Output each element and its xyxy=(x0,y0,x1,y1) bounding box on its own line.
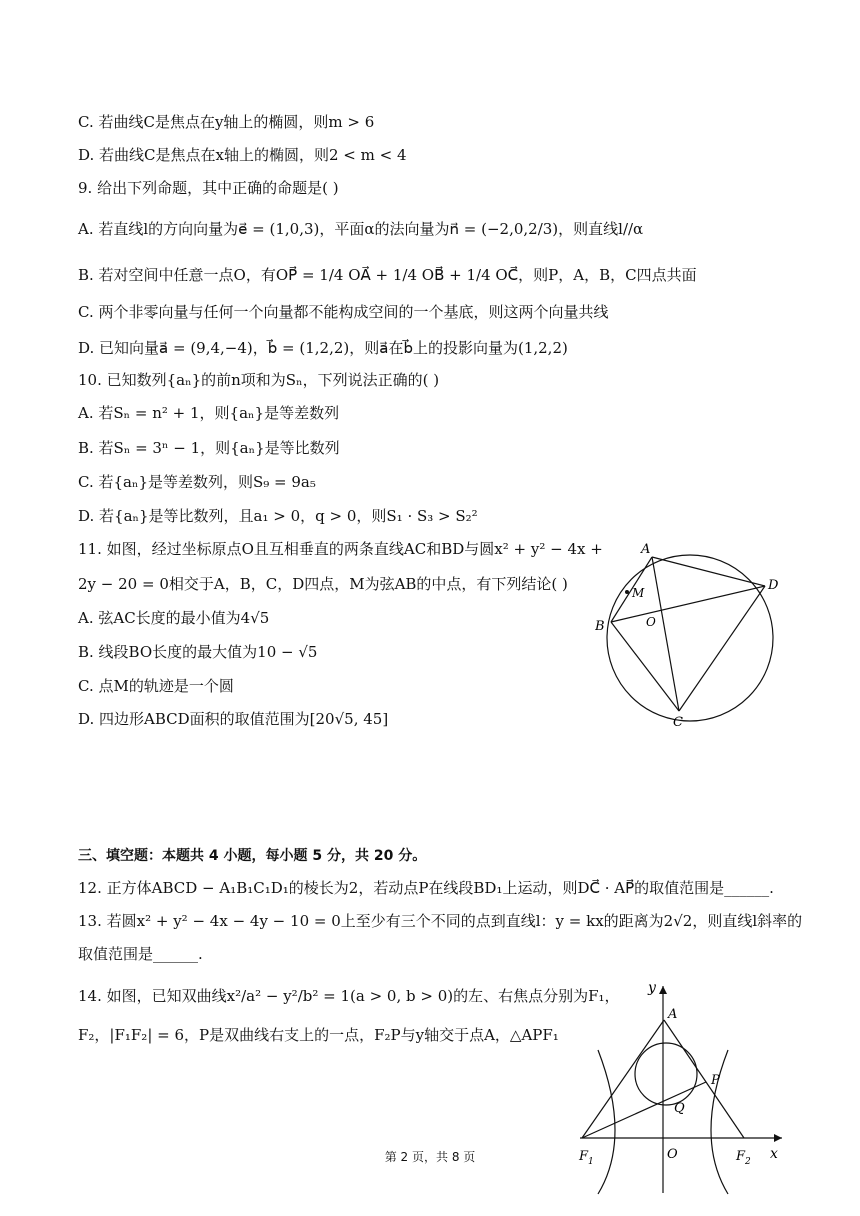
q8-option-c: C. 若曲线C是焦点在y轴上的椭圆，则m > 6 xyxy=(78,113,375,131)
q9-option-b: B. 若对空间中任意一点O，有OP⃗ = 1/4 OA⃗ + 1/4 OB⃗ + 1/4 OC⃗，则P，A，B，C四点共面 xyxy=(78,266,697,284)
fig2-label-p: P xyxy=(711,1073,720,1088)
q11-stem-line2: 2y − 20 = 0相交于A，B，C，D四点，M为弦AB的中点，有下列结论( ) xyxy=(78,575,568,593)
fig2-label-f1: $F_1$ xyxy=(579,1149,594,1167)
q11-option-b: B. 线段BO长度的最大值为10 − √5 xyxy=(78,643,318,661)
q11-option-d: D. 四边形ABCD面积的取值范围为[20√5, 45] xyxy=(78,710,389,728)
q13-stem-line1: 13. 若圆x² + y² − 4x − 4y − 10 = 0上至少有三个不同的点到直线l：y = kx的距离为2√2，则直线l斜率的 xyxy=(78,912,803,930)
q11-option-a: A. 弦AC长度的最小值为4√5 xyxy=(78,609,270,627)
q11-option-c: C. 点M的轨迹是一个圆 xyxy=(78,677,234,695)
fig2-label-a: A xyxy=(668,1007,678,1022)
circle-quadrilateral-figure xyxy=(595,540,795,740)
section-heading: 三、填空题：本题共 4 小题，每小题 5 分，共 20 分。 xyxy=(78,848,427,864)
page-footer: 第 2 页，共 8 页 xyxy=(384,1150,476,1164)
fig2-label-y: y xyxy=(648,980,656,996)
fig2-label-q: Q xyxy=(674,1101,685,1116)
q10-option-d: D. 若{aₙ}是等比数列，且a₁ > 0，q > 0，则S₁ · S₃ > S₂² xyxy=(78,507,478,525)
fig2-label-x: x xyxy=(770,1146,778,1162)
fig1-label-c: C xyxy=(673,715,683,730)
fig1-label-o: O xyxy=(646,615,656,629)
q9-option-c: C. 两个非零向量与任何一个向量都不能构成空间的一个基底，则这两个向量共线 xyxy=(78,303,609,321)
q10-option-b: B. 若Sₙ = 3ⁿ − 1，则{aₙ}是等比数列 xyxy=(78,439,340,457)
q9-option-a: A. 若直线l的方向向量为e⃗ = (1,0,3)，平面α的法向量为n⃗ = (−2,0,2/3)，则直线l//α xyxy=(78,220,644,238)
q10-option-c: C. 若{aₙ}是等差数列，则S₉ = 9a₅ xyxy=(78,473,316,491)
q13-stem-line2: 取值范围是______. xyxy=(78,945,203,963)
fig2-label-f2: $F_2$ xyxy=(736,1149,751,1167)
hyperbola-figure xyxy=(560,978,790,1198)
fig1-label-m: M xyxy=(632,586,645,600)
fig1-label-b: B xyxy=(595,619,605,634)
fig1-label-a: A xyxy=(641,542,651,557)
fig2-label-o: O xyxy=(667,1147,678,1162)
fig1-label-d: D xyxy=(768,578,779,593)
q12-stem: 12. 正方体ABCD − A₁B₁C₁D₁的棱长为2，若动点P在线段BD₁上运动，则DC⃗ · AP⃗的取值范围是______. xyxy=(78,879,774,897)
q10-stem: 10. 已知数列{aₙ}的前n项和为Sₙ，下列说法正确的( ) xyxy=(78,371,440,389)
q8-option-d: D. 若曲线C是焦点在x轴上的椭圆，则2 < m < 4 xyxy=(78,146,407,164)
q10-option-a: A. 若Sₙ = n² + 1，则{aₙ}是等差数列 xyxy=(78,404,340,422)
q9-stem: 9. 给出下列命题，其中正确的命题是( ) xyxy=(78,179,339,197)
q14-stem-line2: F₂，|F₁F₂| = 6，P是双曲线右支上的一点，F₂P与y轴交于点A，△APF₁ xyxy=(78,1026,559,1044)
q9-option-d: D. 已知向量a⃗ = (9,4,−4)，b⃗ = (1,2,2)，则a⃗在b⃗上的投影向量为(1,2,2) xyxy=(78,339,568,357)
q11-stem-line1: 11. 如图，经过坐标原点O且互相垂直的两条直线AC和BD与圆x² + y² − 4x + xyxy=(78,540,603,558)
q14-stem-line1: 14. 如图，已知双曲线x²/a² − y²/b² = 1(a > 0, b > 0)的左、右焦点分别为F₁， xyxy=(78,987,620,1005)
